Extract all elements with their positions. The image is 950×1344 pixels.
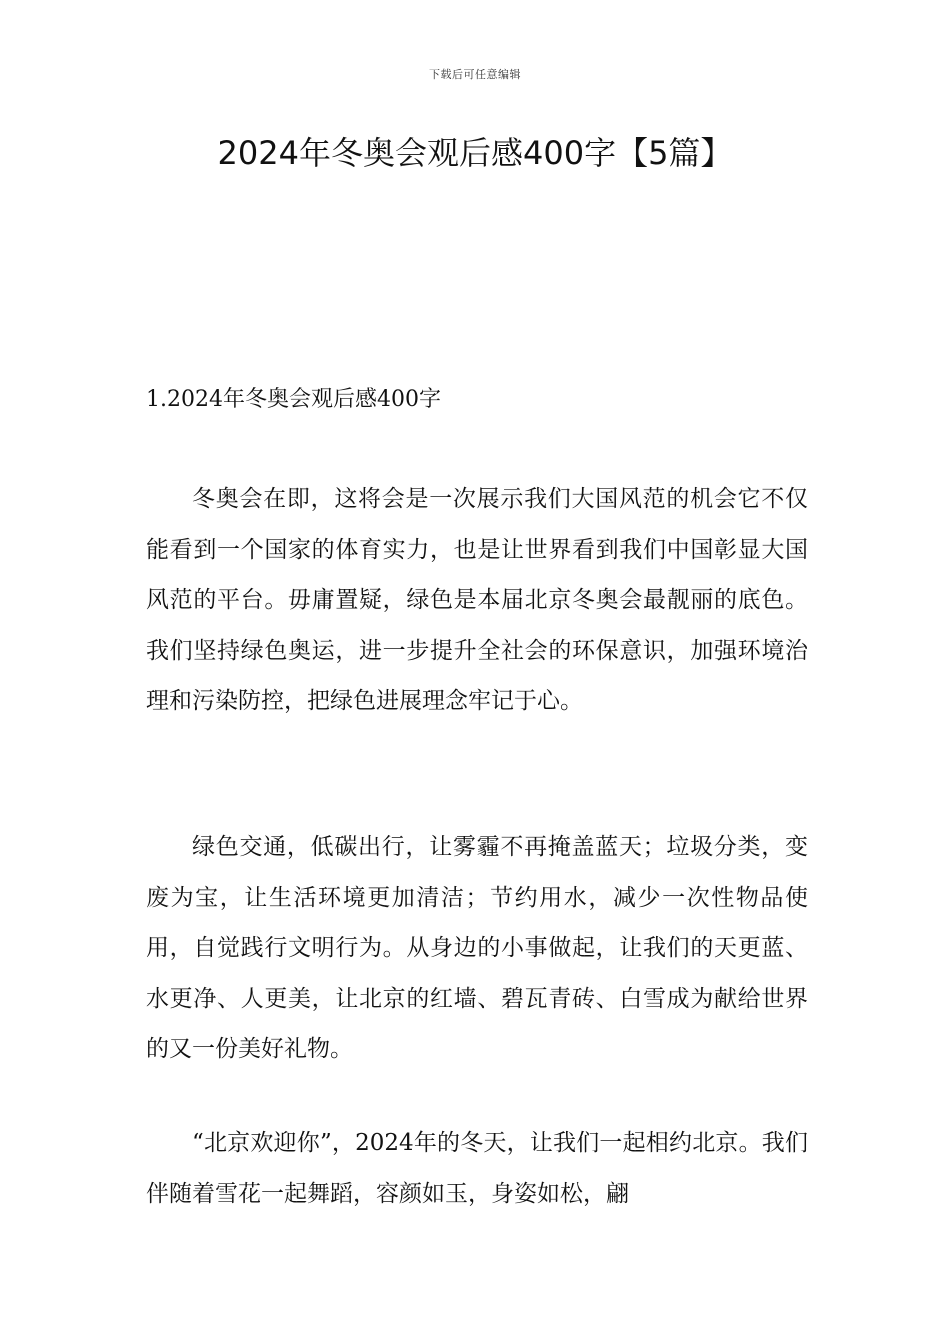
paragraph-3: “北京欢迎你”，2024年的冬天，让我们一起相约北京。我们伴随着雪花一起舞蹈，容颜如玉，身姿如松，翩 — [146, 1130, 808, 1207]
header-note: 下载后可任意编辑 — [429, 68, 521, 81]
paragraph-1: 冬奥会在即，这将会是一次展示我们大国风范的机会它不仅能看到一个国家的体育实力，也是让世界看到我们中国彰显大国风范的平台。毋庸置疑，绿色是本届北京冬奥会最靓丽的底色。我们坚持绿色奥运，进一步提升全社会的环保意识，加强环境治理和污染防控，把绿色进展理念牢记于心。 — [146, 486, 808, 714]
document-title: 2024年冬奥会观后感400字【5篇】 — [217, 134, 733, 172]
paragraph-2: 绿色交通，低碳出行，让雾霾不再掩盖蓝天；垃圾分类，变废为宝，让生活环境更加清洁；节约用水，减少一次性物品使用，自觉践行文明行为。从身边的小事做起，让我们的天更蓝、水更净、人更美，让北京的红墙、碧瓦青砖、白雪成为献给世界的又一份美好礼物。 — [146, 834, 808, 1062]
section-heading: 1.2024年冬奥会观后感400字 — [146, 387, 441, 412]
